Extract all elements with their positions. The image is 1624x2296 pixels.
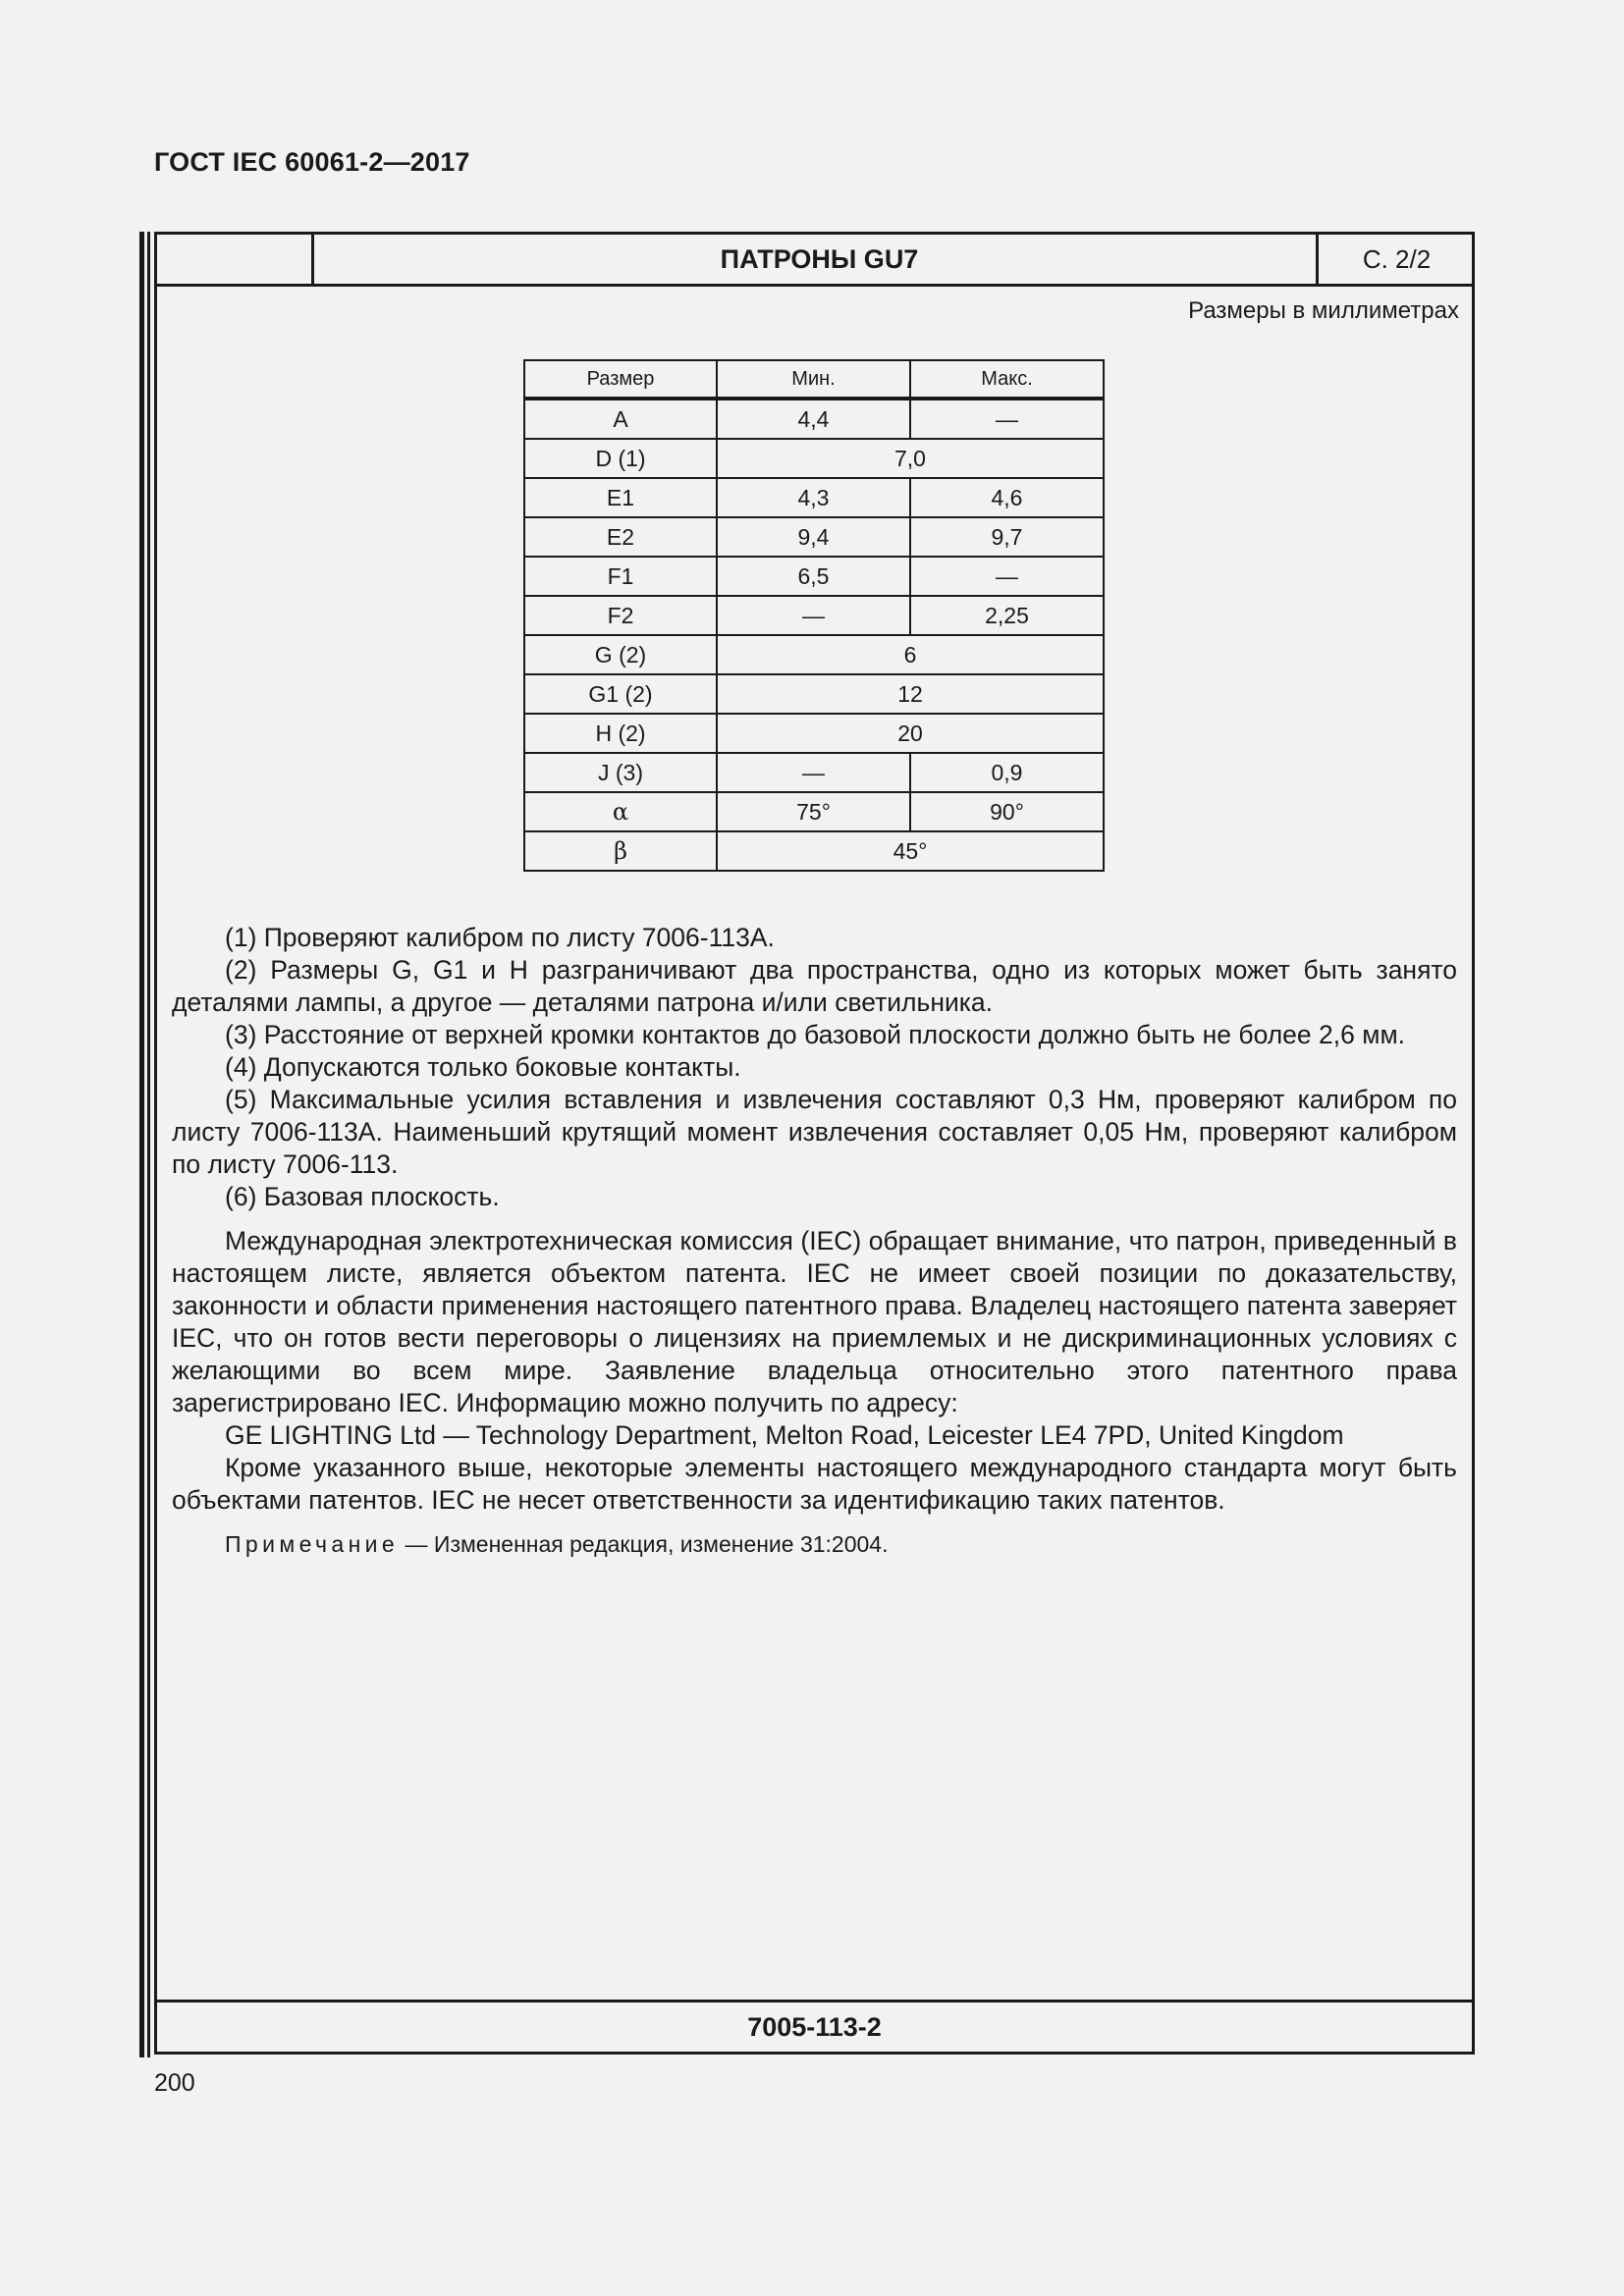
dimension-min: — — [717, 596, 910, 635]
dimension-min: 9,4 — [717, 517, 910, 557]
dimension-value: 6 — [717, 635, 1104, 674]
dimensions-table — [523, 359, 1105, 872]
dimension-max: 9,7 — [910, 517, 1104, 557]
table-row — [524, 596, 1104, 635]
dimension-value: 45° — [717, 831, 1104, 871]
patent-disclaimer: Кроме указанного выше, некоторые элементы настоящего международного стандарта могут быть объектами патентов. IEC не несет ответственности за идентификацию таких патентов. — [172, 1453, 1457, 1515]
dimension-max: 4,6 — [910, 478, 1104, 517]
dimension-min: 6,5 — [717, 557, 910, 596]
table-row — [524, 439, 1104, 478]
sheet-title: ПАТРОНЫ GU7 — [720, 243, 919, 274]
sheet-frame — [154, 232, 1475, 2055]
sheet-page-ref: С. 2/2 — [1316, 235, 1475, 284]
header-min: Мин. — [717, 360, 910, 399]
patent-paragraph: Международная электротехническая комиссия (IEC) обращает внимание, что патрон, приведенный в настоящем листе, является объектом патента. IEC не имеет своей позиции по доказательству, законности и области применения настоящего патентного права. Владелец настоящего патента заверяет IEC, что он готов вести переговоры о лицензиях на приемлемых и не дискриминационных условиях с желающими во всем мире. Заявление владельца относительно этого патентного права зарегистрировано IEC. Информацию можно получить по адресу: — [172, 1226, 1457, 1417]
dimension-name: β — [524, 831, 717, 871]
dimension-max: — — [910, 399, 1104, 439]
table-header-row — [524, 360, 1104, 399]
dimension-max: 2,25 — [910, 596, 1104, 635]
dimension-name: E1 — [524, 478, 717, 517]
dimension-name: α — [524, 792, 717, 831]
table-row — [524, 831, 1104, 871]
dimension-max: 90° — [910, 792, 1104, 831]
table-row — [524, 792, 1104, 831]
page-number: 200 — [154, 2069, 195, 2097]
footnote-1: (1) Проверяют калибром по листу 7006-113А. — [225, 923, 775, 952]
dimension-name: D (1) — [524, 439, 717, 478]
sheet-title-row — [157, 235, 1472, 287]
sheet-footer-code: 7005-113-2 — [157, 2000, 1472, 2052]
dimension-name: H (2) — [524, 714, 717, 753]
table-row — [524, 478, 1104, 517]
footnote-3: (3) Расстояние от верхней кромки контактов до базовой плоскости должно быть не более 2,6 мм. — [225, 1020, 1406, 1049]
footnote-4: (4) Допускаются только боковые контакты. — [225, 1052, 741, 1082]
table-row — [524, 517, 1104, 557]
table-row — [524, 557, 1104, 596]
dimension-max: — — [910, 557, 1104, 596]
table-row — [524, 674, 1104, 714]
dimension-name: F2 — [524, 596, 717, 635]
binding-rail-inner — [147, 232, 150, 2057]
binding-rail-outer — [139, 232, 144, 2057]
patent-address: GE LIGHTING Ltd — Technology Department, Melton Road, Leicester LE4 7PD, United Kingdom — [225, 1420, 1344, 1450]
title-row-empty-cell — [157, 235, 314, 284]
footnote-5: (5) Максимальные усилия вставления и извлечения составляют 0,3 Нм, проверяют калибром по листу 7006-113А. Наименьший крутящий момент извлечения составляет 0,05 Нм, проверяют калибром по листу 7006-113. — [172, 1085, 1457, 1179]
revision-note — [172, 1528, 1457, 1561]
dimension-name: F1 — [524, 557, 717, 596]
dimension-value: 20 — [717, 714, 1104, 753]
table-row — [524, 635, 1104, 674]
units-note: Размеры в миллиметрах — [1188, 297, 1459, 324]
table-row — [524, 399, 1104, 439]
dimension-name: G1 (2) — [524, 674, 717, 714]
table-row — [524, 753, 1104, 792]
dimension-name: G (2) — [524, 635, 717, 674]
dimension-max: 0,9 — [910, 753, 1104, 792]
dimension-min: — — [717, 753, 910, 792]
header-max: Макс. — [910, 360, 1104, 399]
standard-id-header: ГОСТ IEC 60061-2—2017 — [154, 147, 470, 177]
dimension-min: 4,4 — [717, 399, 910, 439]
dimension-name: J (3) — [524, 753, 717, 792]
header-size: Размер — [524, 360, 717, 399]
dimension-name: A — [524, 399, 717, 439]
dimension-value: 12 — [717, 674, 1104, 714]
dimension-min: 4,3 — [717, 478, 910, 517]
table-row — [524, 714, 1104, 753]
footnote-2: (2) Размеры G, G1 и Н разграничивают два пространства, одно из которых может быть занято деталями лампы, а другое — деталями патрона и/или светильника. — [172, 955, 1457, 1017]
notes-text-block — [172, 922, 1457, 1561]
dimension-min: 75° — [717, 792, 910, 831]
note-text: — Измененная редакция, изменение 31:2004. — [399, 1531, 889, 1557]
dimension-value: 7,0 — [717, 439, 1104, 478]
dimension-name: E2 — [524, 517, 717, 557]
footnote-6: (6) Базовая плоскость. — [225, 1182, 500, 1211]
note-label: Примечание — [225, 1531, 400, 1557]
